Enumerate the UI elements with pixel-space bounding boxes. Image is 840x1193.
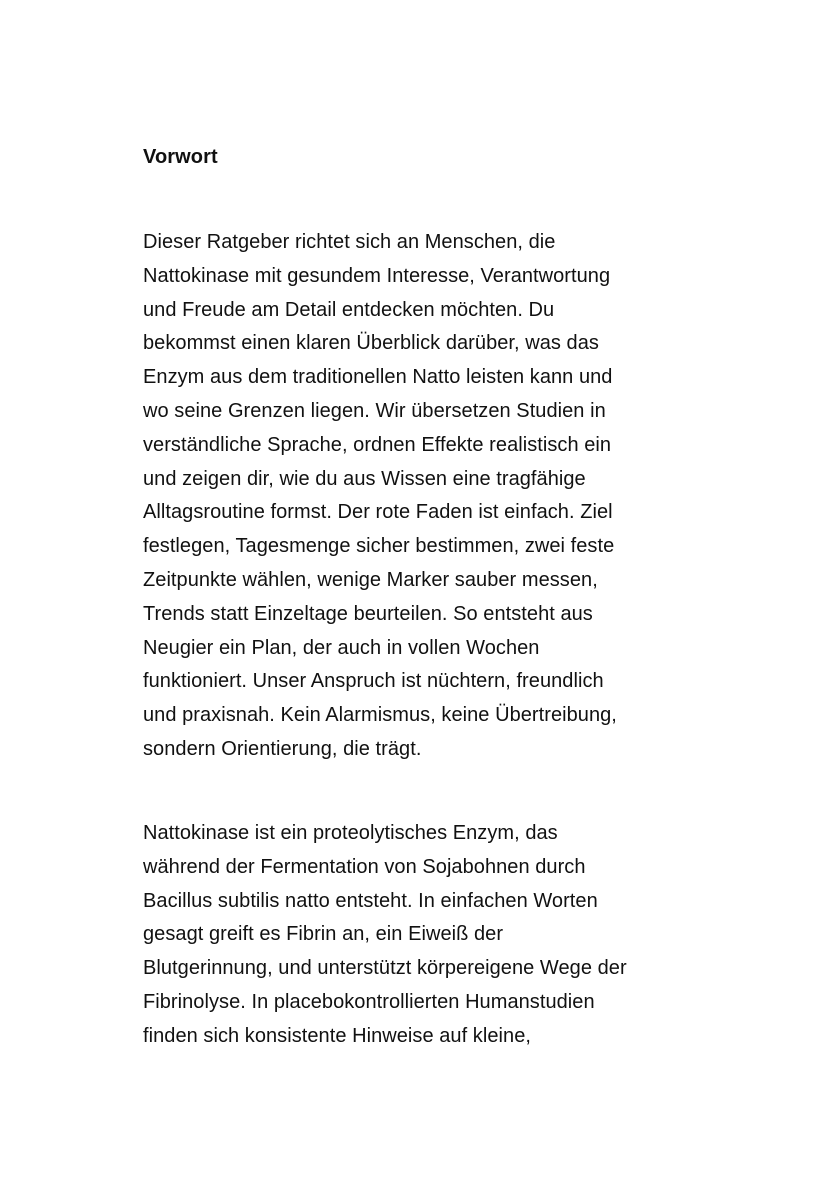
text-line: Nattokinase ist ein proteolytisches Enzym, das — [143, 822, 558, 844]
text-line: gesagt greift es Fibrin an, ein Eiweiß der — [143, 923, 504, 946]
text-line: Zeitpunkte wählen, wenige Marker sauber messen, — [143, 568, 598, 591]
text-line: festlegen, Tagesmenge sicher bestimmen, zwei feste — [143, 535, 615, 558]
text-line: Enzym aus dem traditionellen Natto leisten kann und — [143, 366, 613, 389]
text-line: und praxisnah. Kein Alarmismus, keine Übertreibung, — [143, 704, 617, 727]
text-line: finden sich konsistente Hinweise auf kleine, — [143, 1024, 531, 1047]
text-line: und Freude am Detail entdecken möchten. Du — [143, 298, 555, 321]
text-line: sondern Orientierung, die trägt. — [143, 737, 422, 760]
section-heading: Vorwort — [143, 146, 218, 168]
text-line: Neugier ein Plan, der auch in vollen Wochen — [143, 636, 540, 659]
text-line: wo seine Grenzen liegen. Wir übersetzen Studien in — [143, 399, 606, 422]
text-line: bekommst einen klaren Überblick darüber, was das — [143, 332, 599, 355]
text-line: Fibrinolyse. In placebokontrollierten Humanstudien — [143, 990, 595, 1013]
text-line: funktioniert. Unser Anspruch ist nüchtern, freundlich — [143, 670, 604, 693]
text-line: Alltagsroutine formst. Der rote Faden ist einfach. Ziel — [143, 501, 613, 524]
text-line: und zeigen dir, wie du aus Wissen eine tragfähige — [143, 467, 586, 490]
paragraph-nattokinase — [143, 817, 743, 1054]
text-line: verständliche Sprache, ordnen Effekte realistisch ein — [143, 433, 612, 456]
text-line: während der Fermentation von Sojabohnen durch — [143, 855, 586, 878]
text-line: Nattokinase mit gesundem Interesse, Verantwortung — [143, 264, 611, 287]
text-line: Blutgerinnung, und unterstützt körpereigene Wege der — [143, 957, 627, 980]
paragraph-intro — [143, 226, 743, 767]
text-line: Bacillus subtilis natto entsteht. In einfachen Worten — [143, 889, 598, 912]
text-line: Dieser Ratgeber richtet sich an Menschen, die — [143, 231, 556, 253]
text-line: Trends statt Einzeltage beurteilen. So entsteht aus — [143, 602, 593, 625]
